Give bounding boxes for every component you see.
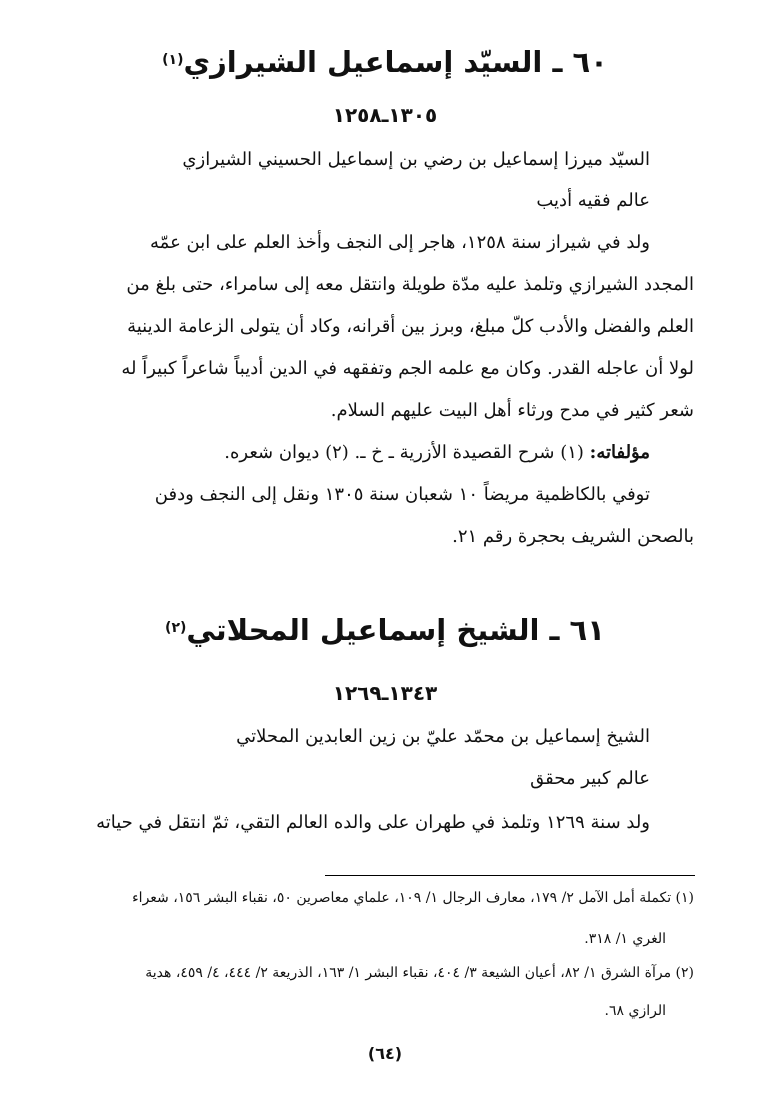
entry-60-body-line: لولا أن عاجله القدر. وكان مع علمه الجم وتفقهه في الدين أديباً شاعراً كبيراً له bbox=[121, 358, 694, 379]
entry-60-title bbox=[0, 42, 770, 82]
footnote-1: (١) تكملة أمل الآمل ٢/ ١٧٩، معارف الرجال ١/ ١٠٩، علماي معاصرين ٥٠، نقباء البشر ١٥٦، شعراء bbox=[132, 890, 694, 906]
entry-60-dates: ١٣٠٥ـ١٢٥٨ bbox=[332, 103, 438, 127]
works-list: (١) شرح القصيدة الأزرية ـ خ ـ. (٢) ديوان شعره. bbox=[224, 442, 584, 463]
entry-61-footnote-ref: (٢) bbox=[165, 620, 187, 636]
entry-60-body-line: شعر كثير في مدح ورثاء أهل البيت عليهم السلام. bbox=[330, 400, 694, 421]
entry-60-body-line: بالصحن الشريف بحجرة رقم ٢١. bbox=[452, 526, 694, 547]
works-label: مؤلفاته: bbox=[589, 442, 650, 463]
entry-60-body-line: ولد في شيراز سنة ١٢٥٨، هاجر إلى النجف وأخذ العلم على ابن عمّه bbox=[150, 232, 650, 253]
entry-60-name-line: السيّد ميرزا إسماعيل بن رضي بن إسماعيل الحسيني الشيرازي bbox=[182, 149, 650, 170]
entry-61-title bbox=[0, 610, 770, 650]
entry-60-description: عالم فقيه أديب bbox=[536, 190, 650, 211]
entry-60-footnote-ref: (١) bbox=[162, 52, 184, 68]
entry-61-title-text: ٦١ ـ الشيخ إسماعيل المحلاتي bbox=[186, 613, 605, 647]
footnote-2-continued: الرازي ٦٨. bbox=[604, 1003, 666, 1019]
footnote-2: (٢) مرآة الشرق ١/ ٨٢، أعيان الشيعة ٣/ ٤٠٤، نقباء البشر ١/ ١٦٣، الذريعة ٢/ ٤٤٤، ٤/ ٤٥٩، هدية bbox=[145, 965, 694, 981]
page-number: (٦٤) bbox=[367, 1044, 403, 1063]
entry-61-description: عالم كبير محقق bbox=[530, 768, 650, 789]
entry-60-title-text: ٦٠ ـ السيّد إسماعيل الشيرازي bbox=[183, 45, 608, 79]
footnote-separator bbox=[325, 875, 695, 876]
entry-61-body-line: ولد سنة ١٢٦٩ وتلمذ في طهران على والده العالم التقي، ثمّ انتقل في حياته bbox=[96, 812, 650, 833]
footnote-1-continued: الغري ١/ ٣١٨. bbox=[584, 931, 666, 947]
entry-60-body-line: المجدد الشيرازي وتلمذ عليه مدّة طويلة وانتقل معه إلى سامراء، حتى بلغ من bbox=[126, 274, 694, 295]
entry-60-works-line bbox=[76, 438, 650, 468]
entry-60-body-line: توفي بالكاظمية مريضاً ١٠ شعبان سنة ١٣٠٥ ونقل إلى النجف ودفن bbox=[154, 484, 650, 505]
entry-60-body-line: العلم والفضل والأدب كلّ مبلغ، وبرز بين أقرانه، وكاد أن يتولى الزعامة الدينية bbox=[127, 316, 694, 337]
entry-61-name-line: الشيخ إسماعيل بن محمّد عليّ بن زين العابدين المحلاتي bbox=[236, 726, 650, 747]
entry-61-dates: ١٣٤٣ـ١٢٦٩ bbox=[332, 681, 438, 705]
